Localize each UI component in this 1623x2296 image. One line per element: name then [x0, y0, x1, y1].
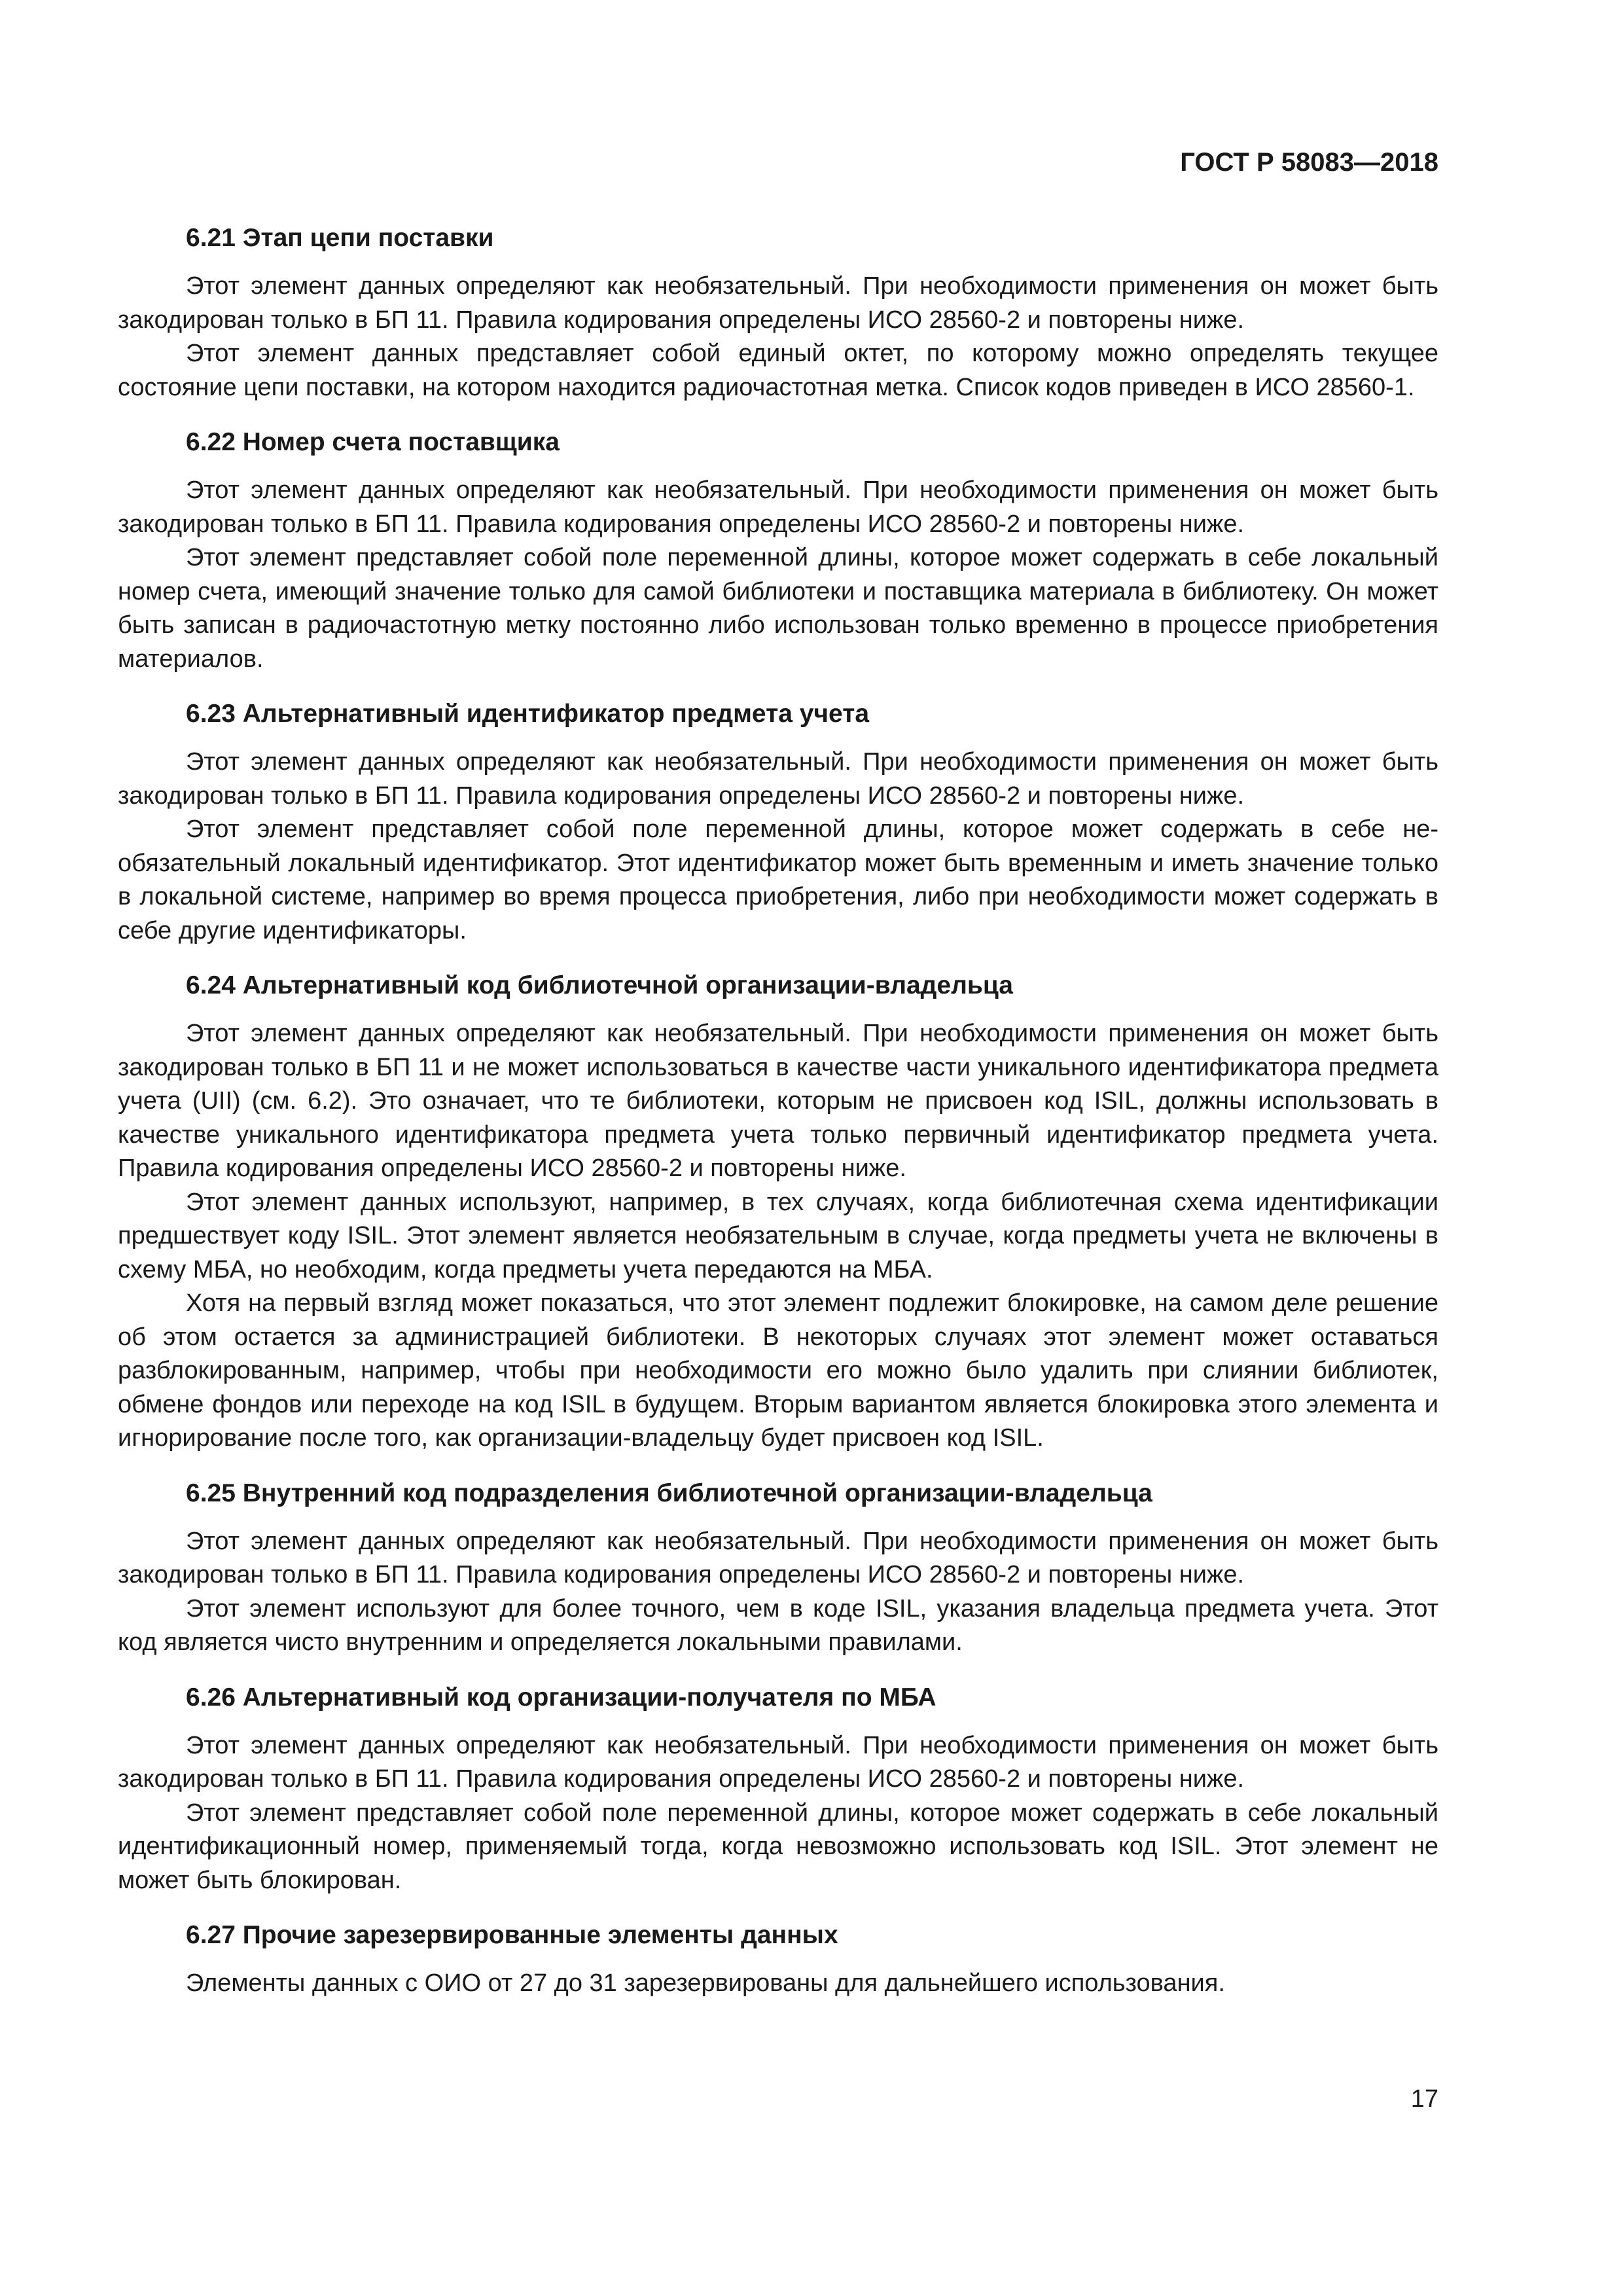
section-heading: 6.22 Номер счета поставщика	[186, 428, 560, 456]
paragraph: Этот элемент данных определяют как необязательный. При необходимости применения он может быть закодирован только в БП 11 и не может использоваться в качестве части уникального идентификатора предмета учета (UII) (см. 6.2). Это означает, что те библиотеки, которым не присвоен код ISIL, должны использовать в качестве уникального идентификатора предмета учета только первичный идентификатор предмета учета. Правила кодирования определены ИСО 28560-2 и повторены ниже.	[118, 1020, 1438, 1182]
paragraph: Этот элемент данных используют, например, в тех случаях, когда библиотечная схема идентификации предшествует коду ISIL. Этот элемент является необязательным в случае, когда предметы учета не включены в схему МБА, но необходим, когда предметы учета передаются на МБА.	[118, 1188, 1438, 1283]
section-heading: 6.25 Внутренний код подразделения библиотечной организации-владельца	[186, 1479, 1152, 1507]
paragraph: Этот элемент данных определяют как необязательный. При необходимости применения он может быть закодирован только в БП 11. Правила кодирования определены ИСО 28560-2 и повторены ниже.	[118, 1527, 1438, 1588]
paragraph: Хотя на первый взгляд может показаться, что этот элемент подлежит блокировке, на самом деле решение об этом остается за администрацией библиотеки. В некоторых случаях этот элемент может оставаться разблокированным, например, чтобы при необходимости его можно было удалить при слиянии библиотек, обмене фондов или переходе на код ISIL в будущем. Вторым вариантом является блокировка этого элемента и игнорирование после того, как организации-владельцу будет присвоен код ISIL.	[118, 1289, 1438, 1452]
section-6-23	[118, 697, 1438, 948]
section-heading: 6.27 Прочие зарезервированные элементы данных	[186, 1921, 838, 1949]
paragraph: Этот элемент данных определяют как необязательный. При необходимости применения он может быть закодирован только в БП 11. Правила кодирования определены ИСО 28560-2 и повторены ниже.	[118, 272, 1438, 334]
document-body	[118, 221, 1438, 2022]
paragraph: Элементы данных с ОИО от 27 до 31 зарезервированы для дальнейшего использования.	[186, 1969, 1225, 1997]
section-heading: 6.24 Альтернативный код библиотечной организации-владельца	[186, 971, 1013, 999]
section-6-27	[118, 1918, 1438, 2001]
section-heading: 6.23 Альтернативный идентификатор предмета учета	[186, 700, 870, 728]
document-page	[118, 0, 1438, 2296]
paragraph: Этот элемент данных определяют как необязательный. При необходимости применения он может быть закодирован только в БП 11. Правила кодирования определены ИСО 28560-2 и повторены ниже.	[118, 748, 1438, 810]
section-6-25	[118, 1477, 1438, 1660]
page-number: 17	[1410, 2085, 1438, 2113]
section-6-21	[118, 221, 1438, 404]
section-6-26	[118, 1681, 1438, 1898]
paragraph: Этот элемент представляет собой поле переменной длины, которое может содержать в себе локальный идентификационный номер, применяемый тогда, когда невозможно использовать код ISIL. Этот элемент не может быть блокирован.	[118, 1799, 1438, 1894]
paragraph: Этот элемент используют для более точного, чем в коде ISIL, указания владельца предмета учета. Этот код является чисто внутренним и определяется локальными правилами.	[118, 1594, 1438, 1656]
section-6-24	[118, 969, 1438, 1456]
paragraph: Этот элемент данных определяют как необязательный. При необходимости применения он может быть закодирован только в БП 11. Правила кодирования определены ИСО 28560-2 и повторены ниже.	[118, 476, 1438, 538]
paragraph: Этот элемент представляет собой поле переменной длины, которое может содержать в себе локальный номер счета, имеющий значение только для самой библиотеки и поставщика материала в библиотеку. Он может быть записан в радиочастотную метку постоянно либо использован только временно в процессе приобретения материалов.	[118, 544, 1438, 673]
section-6-22	[118, 425, 1438, 676]
paragraph: Этот элемент представляет собой поле переменной длины, которое может содержать в себе необязательный локальный идентификатор. Этот идентификатор может быть временным и иметь значение только в локальной системе, например во время процесса приобретения, либо при необходимости может содержать в себе другие идентификаторы.	[118, 816, 1438, 944]
section-heading: 6.26 Альтернативный код организации-получателя по МБА	[186, 1683, 936, 1712]
document-id-header: ГОСТ Р 58083—2018	[1180, 148, 1438, 177]
paragraph: Этот элемент данных представляет собой единый октет, по которому можно определять текущее состояние цепи поставки, на котором находится радиочастотная метка. Список кодов приведен в ИСО 28560-1.	[118, 340, 1438, 401]
paragraph: Этот элемент данных определяют как необязательный. При необходимости применения он может быть закодирован только в БП 11. Правила кодирования определены ИСО 28560-2 и повторены ниже.	[118, 1731, 1438, 1793]
section-heading: 6.21 Этап цепи поставки	[186, 224, 494, 252]
